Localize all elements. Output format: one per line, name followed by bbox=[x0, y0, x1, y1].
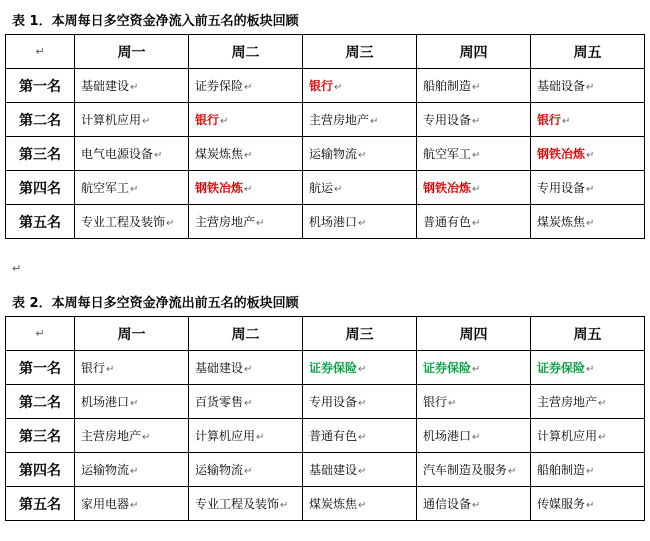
sector-cell bbox=[75, 487, 189, 521]
paragraph-mark: ↵ bbox=[244, 466, 253, 477]
sector-name: 计算机应用 bbox=[195, 429, 256, 443]
sector-name: 运输物流 bbox=[81, 463, 130, 477]
sector-name: 汽车制造及服务 bbox=[423, 463, 508, 477]
sector-cell bbox=[189, 137, 303, 171]
column-header: 周三 bbox=[303, 317, 417, 351]
sector-name: 百货零售 bbox=[195, 395, 244, 409]
paragraph-mark: ↵ bbox=[586, 466, 595, 477]
sector-name: 航运 bbox=[309, 181, 334, 195]
table-row bbox=[6, 419, 645, 453]
paragraph-mark: ↵ bbox=[586, 500, 595, 511]
paragraph-mark: ↵ bbox=[142, 432, 151, 443]
paragraph-mark: ↵ bbox=[472, 116, 481, 127]
column-header: 周四 bbox=[417, 317, 531, 351]
paragraph-mark: ↵ bbox=[472, 364, 481, 375]
column-header: 周三 bbox=[303, 35, 417, 69]
paragraph-mark: ↵ bbox=[334, 82, 343, 93]
sector-cell bbox=[303, 69, 417, 103]
column-header: 周四 bbox=[417, 35, 531, 69]
rank-label: 第一名 bbox=[6, 69, 75, 103]
sector-cell bbox=[531, 205, 645, 239]
sector-name: 普通有色 bbox=[423, 215, 472, 229]
sector-name: 银行 bbox=[81, 361, 106, 375]
paragraph-mark: ↵ bbox=[130, 500, 139, 511]
sector-name: 专业工程及装饰 bbox=[195, 497, 280, 511]
paragraph-mark: ↵ bbox=[586, 218, 595, 229]
sector-name: 电气电源设备 bbox=[81, 147, 154, 161]
paragraph-mark: ↵ bbox=[586, 184, 595, 195]
corner-cell: ↵ bbox=[6, 317, 75, 351]
sector-name: 基础建设 bbox=[309, 463, 358, 477]
rank-label: 第三名 bbox=[6, 137, 75, 171]
sector-cell bbox=[531, 137, 645, 171]
paragraph-mark: ↵ bbox=[244, 82, 253, 93]
sector-name: 专用设备 bbox=[309, 395, 358, 409]
sector-cell bbox=[75, 103, 189, 137]
sector-name: 证券保险 bbox=[537, 361, 586, 375]
table-row bbox=[6, 205, 645, 239]
sector-name: 通信设备 bbox=[423, 497, 472, 511]
sector-name: 基础设备 bbox=[537, 79, 586, 93]
sector-cell bbox=[417, 137, 531, 171]
sector-cell bbox=[531, 351, 645, 385]
sector-cell bbox=[531, 103, 645, 137]
table-row bbox=[6, 171, 645, 205]
sector-name: 煤炭炼焦 bbox=[195, 147, 244, 161]
rank-label: 第三名 bbox=[6, 419, 75, 453]
sector-name: 基础建设 bbox=[81, 79, 130, 93]
header-row bbox=[6, 317, 645, 351]
sector-cell bbox=[531, 171, 645, 205]
sector-cell bbox=[417, 69, 531, 103]
rank-label: 第一名 bbox=[6, 351, 75, 385]
paragraph-mark: ↵ bbox=[586, 82, 595, 93]
sector-name: 机场港口 bbox=[81, 395, 130, 409]
sector-name: 机场港口 bbox=[309, 215, 358, 229]
sector-name: 银行 bbox=[309, 79, 334, 93]
sector-name: 煤炭炼焦 bbox=[309, 497, 358, 511]
sector-name: 主营房地产 bbox=[537, 395, 598, 409]
paragraph-mark: ↵ bbox=[586, 364, 595, 375]
paragraph-mark: ↵ bbox=[130, 184, 139, 195]
rank-label: 第二名 bbox=[6, 385, 75, 419]
sector-cell bbox=[75, 351, 189, 385]
sector-cell bbox=[303, 103, 417, 137]
paragraph-mark: ↵ bbox=[562, 116, 571, 127]
rank-label: 第四名 bbox=[6, 171, 75, 205]
sector-cell bbox=[303, 419, 417, 453]
paragraph-mark: ↵ bbox=[142, 116, 151, 127]
inflow-table bbox=[5, 34, 645, 239]
sector-name: 航空军工 bbox=[81, 181, 130, 195]
header-row bbox=[6, 35, 645, 69]
paragraph-mark: ↵ bbox=[256, 432, 265, 443]
outflow-table bbox=[5, 316, 645, 521]
sector-cell bbox=[531, 453, 645, 487]
paragraph-mark: ↵ bbox=[586, 150, 595, 161]
paragraph-mark: ↵ bbox=[130, 398, 139, 409]
sector-cell bbox=[417, 487, 531, 521]
sector-cell bbox=[417, 171, 531, 205]
sector-name: 船舶制造 bbox=[423, 79, 472, 93]
paragraph-mark: ↵ bbox=[280, 500, 289, 511]
paragraph-mark: ↵ bbox=[472, 150, 481, 161]
sector-cell bbox=[75, 69, 189, 103]
paragraph-mark: ↵ bbox=[130, 466, 139, 477]
paragraph-mark: ↵ bbox=[256, 218, 265, 229]
sector-cell bbox=[189, 205, 303, 239]
sector-name: 证券保险 bbox=[423, 361, 472, 375]
sector-name: 钢铁冶炼 bbox=[423, 181, 472, 195]
empty-paragraph-mark: ↵ bbox=[12, 262, 22, 275]
paragraph-mark: ↵ bbox=[358, 364, 367, 375]
sector-cell bbox=[531, 487, 645, 521]
sector-cell bbox=[189, 171, 303, 205]
sector-cell bbox=[189, 351, 303, 385]
sector-name: 专业工程及装饰 bbox=[81, 215, 166, 229]
sector-cell bbox=[417, 419, 531, 453]
column-header: 周二 bbox=[189, 35, 303, 69]
paragraph-mark: ↵ bbox=[358, 466, 367, 477]
sector-name: 主营房地产 bbox=[309, 113, 370, 127]
sector-name: 证券保险 bbox=[309, 361, 358, 375]
table-row bbox=[6, 487, 645, 521]
sector-name: 钢铁冶炼 bbox=[195, 181, 244, 195]
sector-name: 船舶制造 bbox=[537, 463, 586, 477]
sector-name: 家用电器 bbox=[81, 497, 130, 511]
paragraph-mark: ↵ bbox=[244, 150, 253, 161]
paragraph-mark: ↵ bbox=[472, 184, 481, 195]
column-header: 周二 bbox=[189, 317, 303, 351]
table-row bbox=[6, 351, 645, 385]
column-header: 周五 bbox=[531, 317, 645, 351]
sector-cell bbox=[303, 487, 417, 521]
rank-label: 第四名 bbox=[6, 453, 75, 487]
table-row bbox=[6, 103, 645, 137]
table1-caption: 表 1．本周每日多空资金净流入前五名的板块回顾 bbox=[12, 14, 299, 29]
sector-cell bbox=[303, 385, 417, 419]
sector-name: 银行 bbox=[195, 113, 220, 127]
paragraph-mark: ↵ bbox=[472, 218, 481, 229]
sector-cell bbox=[417, 205, 531, 239]
paragraph-mark: ↵ bbox=[358, 150, 367, 161]
sector-cell bbox=[417, 385, 531, 419]
rank-label: 第五名 bbox=[6, 205, 75, 239]
sector-cell bbox=[417, 453, 531, 487]
sector-name: 基础建设 bbox=[195, 361, 244, 375]
rank-label: 第二名 bbox=[6, 103, 75, 137]
sector-name: 普通有色 bbox=[309, 429, 358, 443]
paragraph-mark: ↵ bbox=[358, 500, 367, 511]
sector-name: 机场港口 bbox=[423, 429, 472, 443]
sector-name: 银行 bbox=[423, 395, 448, 409]
paragraph-mark: ↵ bbox=[244, 184, 253, 195]
paragraph-mark: ↵ bbox=[448, 398, 457, 409]
sector-name: 传媒服务 bbox=[537, 497, 586, 511]
paragraph-mark: ↵ bbox=[358, 432, 367, 443]
sector-cell bbox=[417, 351, 531, 385]
sector-name: 钢铁冶炼 bbox=[537, 147, 586, 161]
sector-cell bbox=[189, 385, 303, 419]
sector-cell bbox=[417, 103, 531, 137]
paragraph-mark: ↵ bbox=[244, 364, 253, 375]
paragraph-mark: ↵ bbox=[130, 82, 139, 93]
sector-cell bbox=[75, 137, 189, 171]
table-row bbox=[6, 385, 645, 419]
sector-cell bbox=[189, 69, 303, 103]
sector-cell bbox=[189, 419, 303, 453]
sector-cell bbox=[189, 487, 303, 521]
column-header: 周五 bbox=[531, 35, 645, 69]
column-header: 周一 bbox=[75, 317, 189, 351]
sector-cell bbox=[75, 171, 189, 205]
paragraph-mark: ↵ bbox=[598, 398, 607, 409]
paragraph-mark: ↵ bbox=[154, 150, 163, 161]
paragraph-mark: ↵ bbox=[472, 500, 481, 511]
paragraph-mark: ↵ bbox=[244, 398, 253, 409]
sector-name: 主营房地产 bbox=[81, 429, 142, 443]
sector-name: 证券保险 bbox=[195, 79, 244, 93]
paragraph-mark: ↵ bbox=[106, 364, 115, 375]
sector-name: 运输物流 bbox=[195, 463, 244, 477]
paragraph-mark: ↵ bbox=[358, 218, 367, 229]
paragraph-mark: ↵ bbox=[334, 184, 343, 195]
sector-name: 煤炭炼焦 bbox=[537, 215, 586, 229]
sector-name: 专用设备 bbox=[537, 181, 586, 195]
sector-cell bbox=[75, 205, 189, 239]
table2-caption: 表 2．本周每日多空资金净流出前五名的板块回顾 bbox=[12, 296, 299, 311]
sector-cell bbox=[75, 385, 189, 419]
sector-name: 银行 bbox=[537, 113, 562, 127]
sector-name: 计算机应用 bbox=[81, 113, 142, 127]
corner-cell: ↵ bbox=[6, 35, 75, 69]
sector-cell bbox=[75, 453, 189, 487]
sector-name: 专用设备 bbox=[423, 113, 472, 127]
sector-cell bbox=[303, 351, 417, 385]
table-row bbox=[6, 69, 645, 103]
sector-cell bbox=[303, 453, 417, 487]
paragraph-mark: ↵ bbox=[472, 432, 481, 443]
sector-cell bbox=[531, 385, 645, 419]
sector-cell bbox=[303, 205, 417, 239]
paragraph-mark: ↵ bbox=[220, 116, 229, 127]
paragraph-mark: ↵ bbox=[598, 432, 607, 443]
paragraph-mark: ↵ bbox=[358, 398, 367, 409]
sector-cell bbox=[531, 69, 645, 103]
table-row bbox=[6, 453, 645, 487]
sector-name: 运输物流 bbox=[309, 147, 358, 161]
sector-name: 航空军工 bbox=[423, 147, 472, 161]
table-row bbox=[6, 137, 645, 171]
sector-name: 主营房地产 bbox=[195, 215, 256, 229]
sector-cell bbox=[189, 453, 303, 487]
paragraph-mark: ↵ bbox=[370, 116, 379, 127]
sector-name: 计算机应用 bbox=[537, 429, 598, 443]
paragraph-mark: ↵ bbox=[472, 82, 481, 93]
sector-cell bbox=[303, 137, 417, 171]
paragraph-mark: ↵ bbox=[166, 218, 175, 229]
rank-label: 第五名 bbox=[6, 487, 75, 521]
sector-cell bbox=[531, 419, 645, 453]
paragraph-mark: ↵ bbox=[508, 466, 517, 477]
sector-cell bbox=[75, 419, 189, 453]
sector-cell bbox=[303, 171, 417, 205]
column-header: 周一 bbox=[75, 35, 189, 69]
sector-cell bbox=[189, 103, 303, 137]
